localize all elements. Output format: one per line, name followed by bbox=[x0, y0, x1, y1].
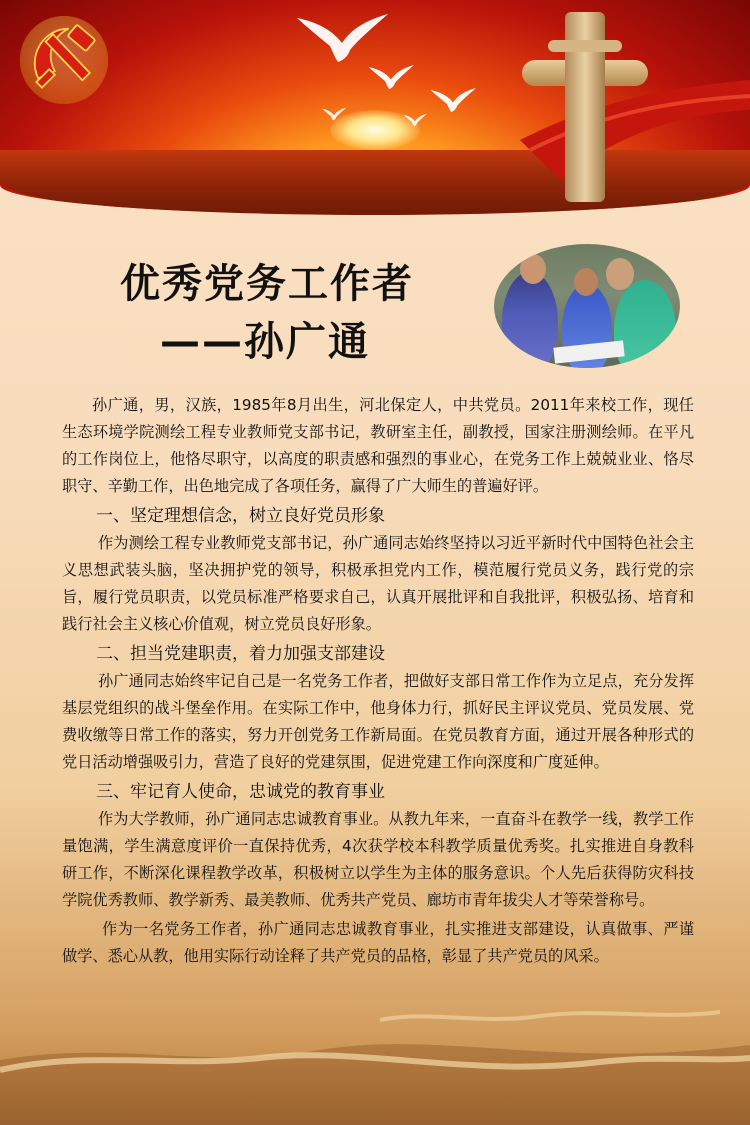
section-heading-1: 一、坚定理想信念，树立良好党员形象 bbox=[96, 506, 385, 526]
section-heading-3: 三、牢记育人使命，忠诚党的教育事业 bbox=[96, 782, 385, 802]
great-wall-landscape bbox=[0, 950, 750, 1125]
section-text-1: 作为测绘工程专业教师党支部书记，孙广通同志始终坚持以习近平新时代中国特色社会主义思想武装头脑，坚决拥护党的领导，积极承担党内工作，模范履行党员义务，践行党的宗旨，履行党员职责，以党员标准严格要求自己，认真开展批评和自我批评，积极弘扬、培育和践行社会主义核心价值观，树立党员良好形象。 bbox=[62, 534, 694, 633]
intro-paragraph: 孙广通，男，汉族，1985年8月出生，河北保定人，中共党员。2011年来校工作，现任生态环境学院测绘工程专业教师党支部书记，教研室主任，副教授，国家注册测绘师。在平凡的工作岗位上，他恪尽职守，以高度的职责感和强烈的事业心，在党务工作上兢兢业业、恪尽职守、辛勤工作，出色地完成了各项任务，赢得了广大师生的普遍好评。 bbox=[62, 396, 694, 495]
portrait-photo bbox=[494, 244, 680, 368]
pillar-cap bbox=[548, 40, 622, 52]
person-left-head bbox=[520, 254, 546, 284]
person-right-head bbox=[606, 258, 634, 290]
dove-icon bbox=[292, 8, 392, 68]
header-banner bbox=[0, 0, 750, 215]
article-body bbox=[62, 392, 694, 970]
red-ribbon bbox=[520, 70, 750, 190]
dove-icon bbox=[428, 82, 478, 118]
dove-icon bbox=[320, 106, 348, 122]
section-text-2: 孙广通同志始终牢记自己是一名党务工作者，把做好支部日常工作作为立足点，充分发挥基层党组织的战斗堡垒作用。在实际工作中，他身体力行，抓好民主评议党员、党员发展、党费收缴等日常工作的落实，努力开创党务工作新局面。在党员教育方面，通过开展各种形式的党日活动增强吸引力，营造了良好的党建氛围，促进党建工作向深度和广度延伸。 bbox=[62, 672, 694, 771]
dove-icon bbox=[366, 62, 416, 92]
section-heading-2: 二、担当党建职责，着力加强支部建设 bbox=[96, 644, 385, 664]
title-line-1: 优秀党务工作者 bbox=[120, 261, 414, 307]
closing-paragraph: 作为一名党务工作者，孙广通同志忠诚教育事业，扎实推进支部建设，认真做事、严谨做学、悉心从教，他用实际行动诠释了共产党员的品格，彰显了共产党员的风采。 bbox=[62, 920, 694, 965]
dove-icon bbox=[402, 112, 428, 128]
person-left bbox=[502, 272, 558, 368]
section-text-3: 作为大学教师，孙广通同志忠诚教育事业。从教九年来，一直奋斗在教学一线，教学工作量饱满，学生满意度评价一直保持优秀，4次获学校本科教学质量优秀奖。扎实推进自身教科研工作，不断深化课程教学改革，积极树立以学生为主体的服务意识。个人先后获得防灾科技学院优秀教师、教学新秀、最美教师、优秀共产党员、廊坊市青年拔尖人才等荣誉称号。 bbox=[62, 810, 694, 909]
title-line-2: ——孙广通 bbox=[160, 319, 370, 365]
person-middle-head bbox=[574, 268, 598, 296]
party-emblem-icon bbox=[18, 14, 110, 106]
